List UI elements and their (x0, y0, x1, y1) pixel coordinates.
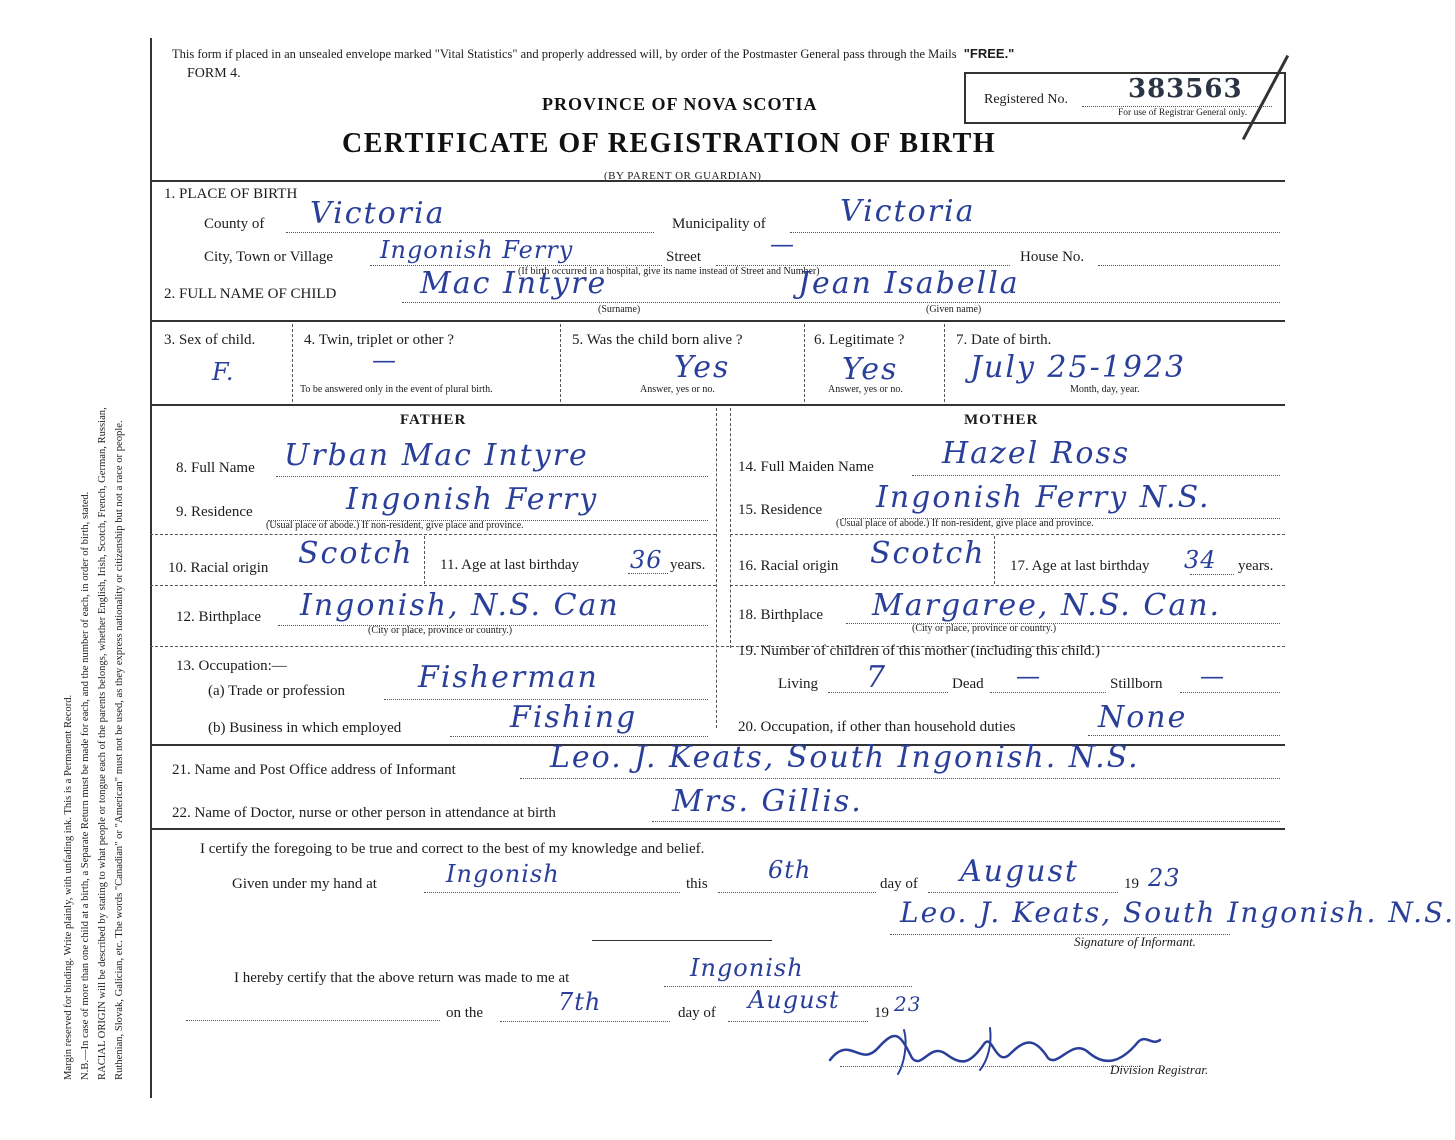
certificate-title: CERTIFICATE OF REGISTRATION OF BIRTH (342, 128, 997, 159)
city-value: Ingonish Ferry (380, 236, 574, 264)
legitimate-label: 6. Legitimate ? (814, 332, 905, 348)
mother-occupation-value: None (1098, 700, 1188, 735)
trade-value: Fisherman (418, 660, 599, 695)
father-name-label: 8. Full Name (176, 460, 255, 476)
registrar-year-prefix: 19 (874, 1005, 889, 1021)
registration-box (964, 72, 1286, 124)
legitimate-value: Yes (842, 352, 899, 387)
certify-text: I certify the foregoing to be true and correct to the best of my knowledge and belief. (200, 841, 705, 857)
given-day-value: 6th (768, 856, 812, 884)
mother-residence-value: Ingonish Ferry N.S. (876, 480, 1211, 515)
place-of-birth-label: 1. PLACE OF BIRTH (164, 186, 298, 202)
margin-note-multiple-births: N.B.—In case of more than one child at a birth, a Separate Return must be made for each, and the number of each, in order of birth, stated. (80, 491, 91, 1080)
stillborn-value: — (1200, 662, 1225, 690)
registration-number: 383563 (1128, 74, 1243, 104)
living-label: Living (778, 676, 818, 692)
father-residence-value: Ingonish Ferry (346, 482, 599, 517)
father-age-value: 36 (630, 546, 663, 574)
given-name-caption: (Given name) (926, 304, 982, 315)
father-heading: FATHER (400, 412, 467, 428)
doctor-label: 22. Name of Doctor, nurse or other person in attendance at birth (172, 805, 556, 821)
mother-race-value: Scotch (870, 536, 986, 571)
born-alive-value: Yes (674, 350, 731, 385)
mother-race-label: 16. Racial origin (738, 558, 839, 574)
margin-note-binding: Margin reserved for binding. Write plainly, with unfading ink. This is a Permanent Record. (63, 694, 74, 1080)
registrar-certify-text: I hereby certify that the above return was made to me at (234, 970, 570, 986)
date-of-birth-note: Month, day, year. (1070, 384, 1140, 395)
father-birthplace-label: 12. Birthplace (176, 609, 261, 625)
date-of-birth-value: July 25-1923 (970, 350, 1187, 385)
mother-residence-label: 15. Residence (738, 502, 823, 518)
hospital-note: (If birth occurred in a hospital, give its name instead of Street and Number) (518, 266, 820, 277)
county-value: Victoria (310, 196, 446, 231)
margin-notes (62, 40, 138, 1080)
doctor-value: Mrs. Gillis. (672, 784, 863, 819)
municipality-label: Municipality of (672, 216, 766, 232)
division-registrar-caption: Division Registrar. (1110, 1062, 1209, 1077)
surname-caption: (Surname) (598, 304, 641, 315)
mailing-notice: This form if placed in an unsealed envelope marked "Vital Statistics" and properly addressed will, by order of the Postmaster General pass through the Mails "FREE." (172, 46, 1015, 61)
father-name-value: Urban Mac Intyre (284, 438, 589, 473)
stillborn-label: Stillborn (1110, 676, 1163, 692)
mother-name-value: Hazel Ross (942, 436, 1131, 471)
given-year-value: 23 (1148, 864, 1181, 892)
father-birthplace-value: Ingonish, N.S. Can (300, 588, 620, 623)
registrar-day-of-label: day of (678, 1005, 716, 1021)
form-left-border (150, 38, 152, 1098)
given-month-value: August (960, 854, 1079, 889)
mother-name-label: 14. Full Maiden Name (738, 459, 874, 475)
registration-label: Registered No. (984, 92, 1068, 107)
certificate-subtitle: (BY PARENT OR GUARDIAN) (604, 170, 762, 182)
father-age-label: 11. Age at last birthday (440, 557, 579, 573)
mother-age-years: years. (1238, 558, 1274, 574)
date-of-birth-label: 7. Date of birth. (956, 332, 1052, 348)
county-label: County of (204, 216, 265, 232)
mother-residence-note: (Usual place of abode.) If non-resident, give place and province. (836, 518, 1094, 529)
sex-label: 3. Sex of child. (164, 332, 256, 348)
father-age-years: years. (670, 557, 706, 573)
given-under-label: Given under my hand at (232, 876, 377, 892)
born-alive-note: Answer, yes or no. (640, 384, 715, 395)
registration-note: For use of Registrar General only. (1118, 108, 1248, 118)
plural-birth-note: To be answered only in the event of plural birth. (300, 384, 493, 395)
city-label: City, Town or Village (204, 249, 334, 265)
registrar-place-value: Ingonish (690, 954, 804, 982)
trade-label: (a) Trade or profession (208, 683, 346, 699)
father-birthplace-note: (City or place, province or country.) (368, 625, 513, 636)
father-race-label: 10. Racial origin (168, 560, 269, 576)
given-place-value: Ingonish (446, 860, 560, 888)
business-value: Fishing (510, 700, 638, 735)
registrar-month-value: August (748, 986, 840, 1014)
child-given-name: Jean Isabella (798, 266, 1020, 301)
informant-signature-caption: Signature of Informant. (1074, 934, 1196, 949)
dead-value: — (1016, 662, 1041, 690)
province-heading: PROVINCE OF NOVA SCOTIA (542, 94, 818, 114)
registrar-year-value: 23 (894, 992, 922, 1016)
municipality-value: Victoria (840, 194, 976, 229)
living-value: 7 (866, 660, 888, 695)
plural-birth-value: — (372, 346, 397, 374)
given-year-prefix: 19 (1124, 876, 1139, 892)
day-of-label: day of (880, 876, 918, 892)
father-residence-label: 9. Residence (176, 504, 253, 520)
father-residence-note: (Usual place of abode.) If non-resident, give place and province. (266, 520, 524, 531)
on-the-label: on the (446, 1005, 484, 1021)
margin-note-racial-origin: RACIAL ORIGIN will be described by stating to what people or tongue each of the parents belongs, whether English, Irish, Scotch, French, German, Russian, (97, 407, 108, 1080)
margin-note-nationality: Ruthenian, Slovak, Galician, etc. The words "Canadian" or "American" must not be used, as they express nationality or citizenship but not a race or people. (114, 420, 125, 1080)
street-value: — (770, 230, 795, 258)
sex-value: F. (212, 358, 235, 386)
this-label: this (686, 876, 708, 892)
plural-birth-label: 4. Twin, triplet or other ? (304, 332, 454, 348)
mother-birthplace-note: (City or place, province or country.) (912, 623, 1057, 634)
informant-value: Leo. J. Keats, South Ingonish. N.S. (550, 740, 1140, 775)
born-alive-label: 5. Was the child born alive ? (572, 332, 743, 348)
father-race-value: Scotch (298, 536, 414, 571)
mother-heading: MOTHER (964, 412, 1039, 428)
mother-birthplace-label: 18. Birthplace (738, 607, 823, 623)
mother-age-value: 34 (1184, 546, 1217, 574)
mother-age-label: 17. Age at last birthday (1010, 558, 1150, 574)
legitimate-note: Answer, yes or no. (828, 384, 903, 395)
dead-label: Dead (952, 676, 984, 692)
street-label: Street (666, 249, 701, 265)
mother-occupation-label: 20. Occupation, if other than household duties (738, 719, 1016, 735)
registrar-day-value: 7th (558, 988, 602, 1016)
informant-label: 21. Name and Post Office address of Informant (172, 762, 456, 778)
form-number: FORM 4. (187, 66, 241, 81)
informant-signature: Leo. J. Keats, South Ingonish. N.S. (900, 896, 1455, 929)
house-number-label: House No. (1020, 249, 1085, 265)
child-surname: Mac Intyre (420, 266, 608, 301)
mother-birthplace-value: Margaree, N.S. Can. (872, 588, 1222, 623)
child-name-label: 2. FULL NAME OF CHILD (164, 286, 337, 302)
children-count-label: 19. Number of children of this mother (including this child.) (738, 643, 1101, 659)
occupation-label: 13. Occupation:— (176, 658, 287, 674)
business-label: (b) Business in which employed (208, 720, 402, 736)
